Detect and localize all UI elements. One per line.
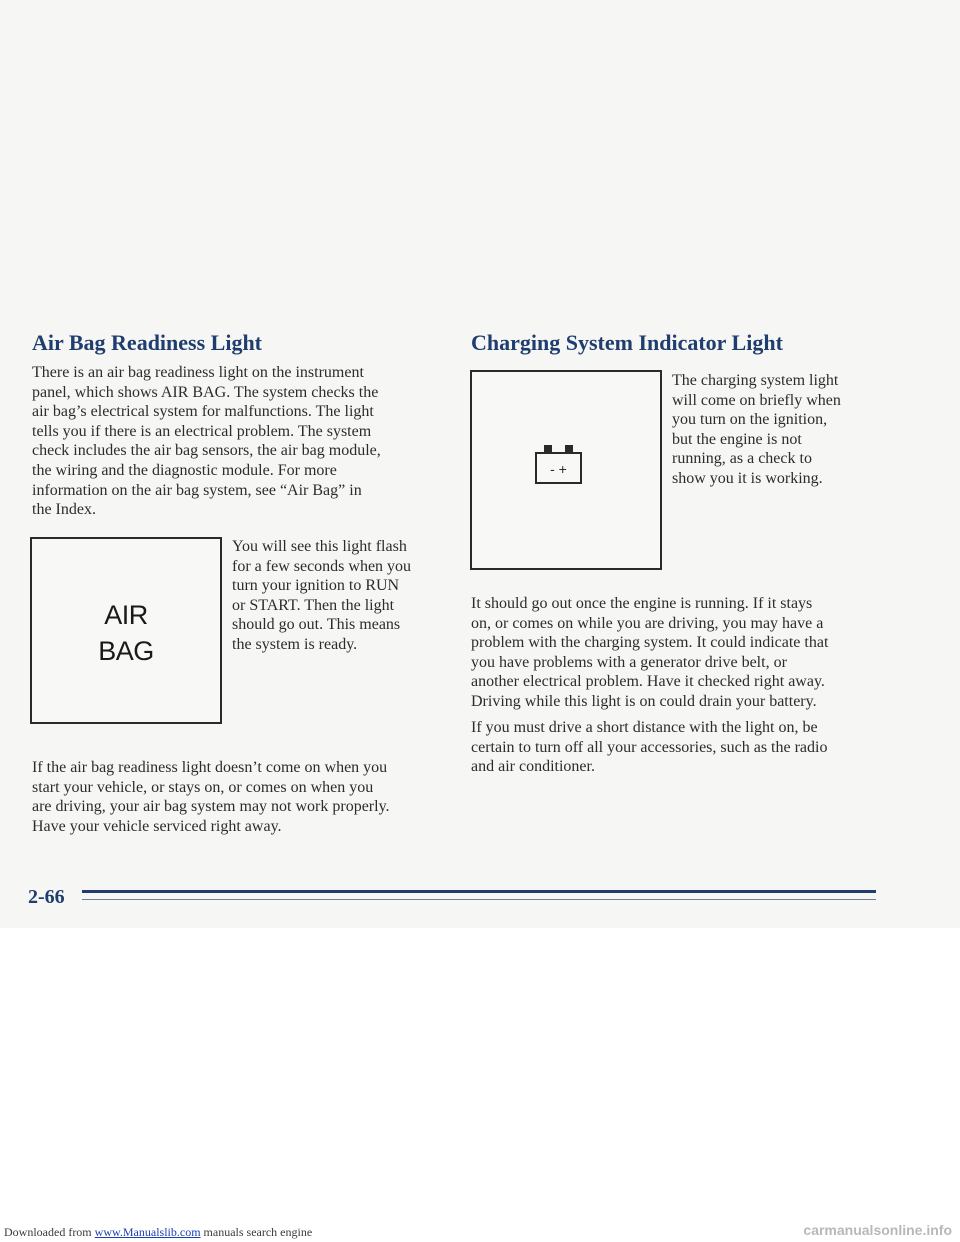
footer-suffix: manuals search engine (200, 1225, 313, 1239)
text-line: The charging system light (672, 372, 839, 389)
text-line: There is an air bag readiness light on the instrument (32, 364, 364, 381)
charging-side-paragraph (672, 371, 877, 489)
text-line: tells you if there is an electrical problem. The system (32, 422, 372, 440)
text-line: panel, which shows AIR BAG. The system checks the (32, 383, 379, 401)
text-line: are driving, your air bag system may not work properly. (32, 798, 390, 816)
text-line: Driving while this light is on could drain your battery. (471, 692, 817, 710)
airbag-label-line1: AIR (104, 600, 148, 630)
airbag-section-title: Air Bag Readiness Light (32, 330, 263, 355)
text-line: or START. Then the light (232, 596, 395, 614)
text-line: start your vehicle, or stays on, or comes on when you (32, 778, 374, 796)
airbag-label-line2: BAG (98, 636, 154, 666)
text-line: It should go out once the engine is running. If it stays (471, 595, 813, 612)
airbag-intro-paragraph (32, 363, 432, 520)
text-line: problem with the charging system. It could indicate that (471, 634, 829, 652)
airbag-indicator-illustration (30, 537, 222, 724)
text-line: If you must drive a short distance with the light on, be (471, 719, 818, 736)
text-line: but the engine is not (672, 430, 802, 448)
text-line: will come on briefly when (672, 391, 841, 409)
text-line: you turn on the ignition, (672, 411, 828, 429)
text-line: running, as a check to (672, 450, 812, 468)
manualslib-link[interactable]: www.Manualslib.com (94, 1225, 201, 1239)
page-number: 2-66 (28, 886, 65, 908)
text-line: information on the air bag system, see “Air Bag” in (32, 481, 362, 499)
footer-rule-thick (82, 890, 876, 893)
text-line: show you it is working. (672, 469, 823, 487)
charging-indicator-illustration (470, 370, 662, 570)
battery-symbol-text: - + (550, 461, 567, 477)
charging-paragraph-2 (471, 718, 891, 777)
charging-section-title: Charging System Indicator Light (471, 330, 783, 355)
text-line: and air conditioner. (471, 758, 595, 776)
text-line: the Index. (32, 501, 96, 519)
text-line: the wiring and the diagnostic module. For more (32, 461, 337, 479)
charging-paragraph-1 (471, 594, 891, 712)
text-line: If the air bag readiness light doesn’t come on when you (32, 759, 388, 776)
text-line: You will see this light flash (232, 538, 407, 555)
text-line: Have your vehicle serviced right away. (32, 817, 282, 835)
text-line: certain to turn off all your accessories, such as the radio (471, 738, 828, 756)
footer-rule-thin (82, 899, 876, 900)
text-line: check includes the air bag sensors, the air bag module, (32, 442, 381, 460)
airbag-closing-paragraph (32, 758, 442, 836)
text-line: air bag’s electrical system for malfunctions. The light (32, 403, 374, 421)
text-line: on, or comes on while you are driving, you may have a (471, 614, 824, 632)
battery-icon (534, 442, 594, 492)
text-line: another electrical problem. Have it checked right away. (471, 673, 825, 691)
watermark: carmanualsonline.info (803, 1222, 952, 1238)
text-line: turn your ignition to RUN (232, 577, 400, 595)
airbag-side-paragraph (232, 537, 442, 655)
text-line: the system is ready. (232, 635, 358, 653)
text-line: should go out. This means (232, 616, 401, 634)
text-line: you have problems with a generator drive belt, or (471, 653, 787, 671)
download-footer (4, 1225, 312, 1240)
footer-prefix: Downloaded from (4, 1225, 95, 1239)
text-line: for a few seconds when you (232, 557, 412, 575)
